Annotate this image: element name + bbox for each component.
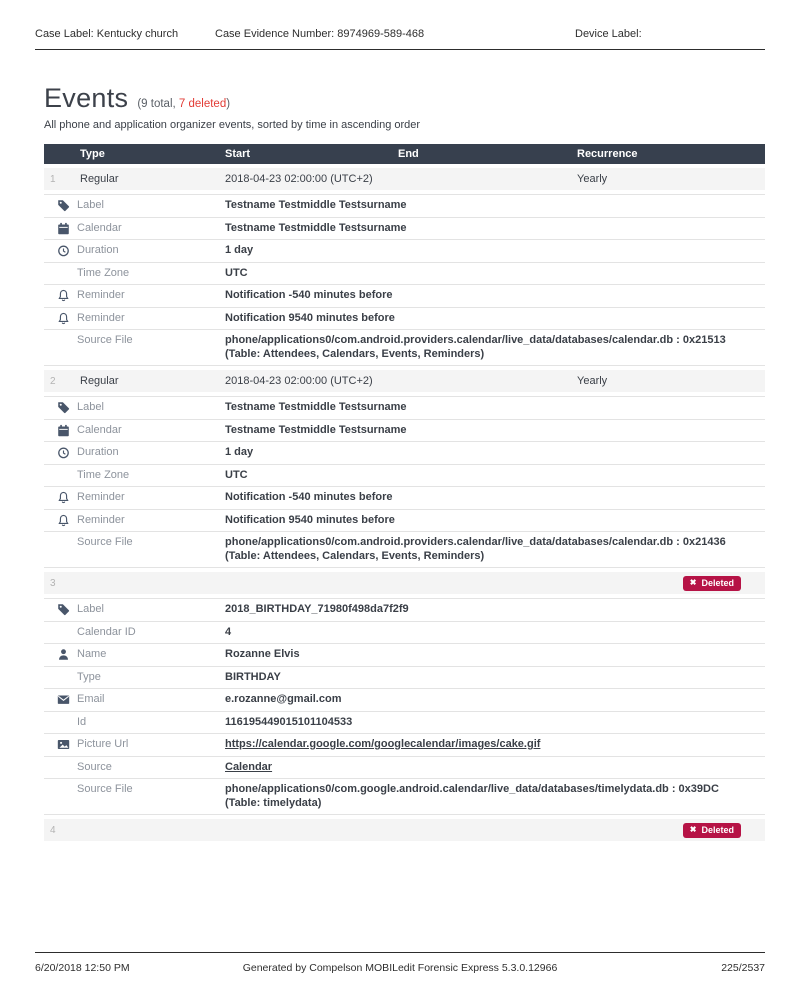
detail-label <box>44 693 225 707</box>
bell-icon <box>57 312 70 325</box>
page-title-row <box>44 83 765 114</box>
report-body <box>44 83 765 845</box>
detail-value: UTC <box>225 468 248 481</box>
event-recurrence: Yearly <box>577 173 608 185</box>
detail-label-text: Picture Url <box>77 738 129 750</box>
case-label: Case Label: Kentucky church <box>35 28 179 40</box>
calendar-icon <box>57 424 70 437</box>
detail-label-text: Duration <box>77 244 119 256</box>
detail-row <box>44 195 765 218</box>
table-header-row <box>44 144 765 164</box>
detail-value: Notification -540 minutes before <box>225 491 393 503</box>
detail-value: Rozanne Elvis <box>225 648 300 660</box>
detail-label <box>44 244 225 258</box>
x-icon: ✖ <box>689 577 697 587</box>
event-recurrence: Yearly <box>577 375 608 387</box>
event-details <box>44 396 765 568</box>
bell-icon <box>57 491 70 504</box>
report-footer <box>35 952 765 974</box>
detail-row <box>44 712 765 735</box>
detail-label <box>44 671 225 685</box>
detail-value: Notification -540 minutes before <box>225 289 393 301</box>
detail-label-text: Reminder <box>77 289 125 301</box>
column-header-recurrence: Recurrence <box>577 148 638 160</box>
event-summary-row <box>44 819 765 841</box>
deleted-badge-label: Deleted <box>701 577 734 588</box>
detail-value: phone/applications0/com.android.providers.calendar/live_data/databases/calendar.db : 0x21513 (Table: Attendees, Calendars, Events, Reminders) <box>225 334 726 360</box>
detail-row <box>44 667 765 690</box>
bell-icon <box>57 514 70 527</box>
detail-value: Testname Testmiddle Testsurname <box>225 401 407 413</box>
detail-row <box>44 487 765 510</box>
event-type: Regular <box>80 173 119 185</box>
report-header <box>35 28 765 50</box>
event-index: 3 <box>50 577 56 589</box>
page-title: Events <box>44 83 129 113</box>
detail-value: Testname Testmiddle Testsurname <box>225 199 407 211</box>
detail-row <box>44 599 765 622</box>
detail-row <box>44 330 765 366</box>
detail-label <box>44 289 225 303</box>
detail-row <box>44 622 765 645</box>
detail-label <box>44 469 225 483</box>
deleted-badge <box>683 576 741 591</box>
detail-label <box>44 446 225 460</box>
event-index: 1 <box>50 173 56 185</box>
detail-row <box>44 757 765 780</box>
event-section <box>44 572 765 815</box>
event-summary-row <box>44 370 765 392</box>
event-counts <box>137 98 230 110</box>
detail-row <box>44 779 765 815</box>
detail-label-text: Reminder <box>77 311 125 324</box>
detail-label <box>44 716 225 730</box>
detail-label-text: Source <box>77 760 112 773</box>
x-icon: ✖ <box>689 824 697 834</box>
detail-label-text: Source File <box>77 536 133 548</box>
clock-icon <box>57 244 70 257</box>
detail-label-text: Calendar <box>77 423 122 436</box>
detail-label-text: Label <box>77 401 104 413</box>
tag-icon <box>57 401 70 414</box>
detail-value: Testname Testmiddle Testsurname <box>225 423 407 436</box>
detail-row <box>44 465 765 488</box>
envelope-icon <box>57 693 70 706</box>
column-header-type: Type <box>80 148 105 160</box>
detail-row <box>44 263 765 286</box>
event-type: Regular <box>80 375 119 387</box>
footer-date: 6/20/2018 12:50 PM <box>35 962 130 974</box>
detail-row <box>44 308 765 331</box>
detail-value-link[interactable]: https://calendar.google.com/googlecalendar/images/cake.gif <box>225 738 541 750</box>
detail-row <box>44 240 765 263</box>
detail-value: phone/applications0/com.android.providers.calendar/live_data/databases/calendar.db : 0x21436 (Table: Attendees, Calendars, Events, Reminders) <box>225 536 726 562</box>
event-details <box>44 598 765 815</box>
detail-value: Notification 9540 minutes before <box>225 513 395 526</box>
calendar-icon <box>57 222 70 235</box>
footer-generator: Generated by Compelson MOBILedit Forensic Express 5.3.0.12966 <box>242 962 558 974</box>
event-section <box>44 370 765 568</box>
detail-label <box>44 334 225 348</box>
total-count: (9 total, <box>137 98 179 110</box>
detail-label <box>44 491 225 505</box>
detail-row <box>44 397 765 420</box>
event-index: 4 <box>50 824 56 836</box>
detail-row <box>44 644 765 667</box>
deleted-count: 7 deleted <box>178 98 227 110</box>
detail-label-text: Name <box>77 648 107 660</box>
detail-label <box>44 514 225 528</box>
detail-value: 1 day <box>225 446 254 458</box>
detail-value: BIRTHDAY <box>225 670 281 683</box>
detail-label <box>44 603 225 617</box>
detail-row <box>44 532 765 568</box>
detail-value-link[interactable]: Calendar <box>225 760 273 773</box>
detail-value: 4 <box>225 625 232 638</box>
tag-icon <box>57 603 70 616</box>
detail-label <box>44 199 225 213</box>
page-subtitle: All phone and application organizer events, sorted by time in ascending order <box>44 119 421 131</box>
clock-icon <box>57 446 70 459</box>
column-header-end: End <box>398 148 419 160</box>
event-details <box>44 194 765 366</box>
deleted-badge <box>683 823 741 838</box>
bell-icon <box>57 289 70 302</box>
device-label: Device Label: <box>575 28 642 40</box>
case-evidence-number: Case Evidence Number: 8974969-589-468 <box>215 28 425 40</box>
detail-label <box>44 648 225 662</box>
detail-row <box>44 689 765 712</box>
detail-value: 2018_BIRTHDAY_71980f498da7f2f9 <box>225 603 409 615</box>
event-section <box>44 168 765 366</box>
detail-label-text: Reminder <box>77 491 125 503</box>
detail-row <box>44 420 765 443</box>
detail-label-text: Time Zone <box>77 266 130 279</box>
event-section <box>44 819 765 841</box>
footer-page-number: 225/2537 <box>721 962 765 974</box>
detail-label-text: Time Zone <box>77 468 130 481</box>
detail-value: phone/applications0/com.google.android.calendar/live_data/databases/timelydata.db : 0x39DC (Table: timelydata) <box>225 783 719 809</box>
detail-row <box>44 285 765 308</box>
detail-label <box>44 312 225 326</box>
detail-value: 1 day <box>225 244 254 256</box>
detail-label <box>44 424 225 438</box>
tag-icon <box>57 199 70 212</box>
detail-row <box>44 218 765 241</box>
events-table-body <box>44 168 765 841</box>
detail-value: Testname Testmiddle Testsurname <box>225 221 407 234</box>
person-icon <box>57 648 70 661</box>
detail-label-text: Label <box>77 199 104 211</box>
detail-label <box>44 222 225 236</box>
events-table <box>44 144 765 841</box>
detail-label-text: Duration <box>77 446 119 458</box>
detail-label-text: Id <box>77 715 87 728</box>
detail-label <box>44 738 225 752</box>
event-start: 2018-04-23 02:00:00 (UTC+2) <box>225 375 373 387</box>
detail-row <box>44 734 765 757</box>
detail-label <box>44 267 225 281</box>
event-start: 2018-04-23 02:00:00 (UTC+2) <box>225 173 373 185</box>
detail-label-text: Source File <box>77 783 133 795</box>
event-summary-row <box>44 572 765 594</box>
detail-value: e.rozanne@gmail.com <box>225 693 342 705</box>
detail-row <box>44 510 765 533</box>
detail-label <box>44 783 225 797</box>
detail-label-text: Calendar ID <box>77 625 136 638</box>
detail-label-text: Reminder <box>77 513 125 526</box>
detail-label-text: Email <box>77 693 105 705</box>
column-header-start: Start <box>225 148 251 160</box>
deleted-badge-label: Deleted <box>701 824 734 835</box>
detail-label <box>44 626 225 640</box>
detail-label <box>44 761 225 775</box>
detail-label-text: Type <box>77 670 101 683</box>
detail-label <box>44 401 225 415</box>
detail-label <box>44 536 225 550</box>
detail-row <box>44 442 765 465</box>
detail-label-text: Calendar <box>77 221 122 234</box>
count-suffix: ) <box>226 98 231 110</box>
detail-value: 116195449015101104533 <box>225 715 353 728</box>
detail-label-text: Source File <box>77 334 133 346</box>
image-icon <box>57 738 70 751</box>
detail-label-text: Label <box>77 603 104 615</box>
detail-value: Notification 9540 minutes before <box>225 311 395 324</box>
event-index: 2 <box>50 375 56 387</box>
detail-value: UTC <box>225 266 248 279</box>
event-summary-row <box>44 168 765 190</box>
